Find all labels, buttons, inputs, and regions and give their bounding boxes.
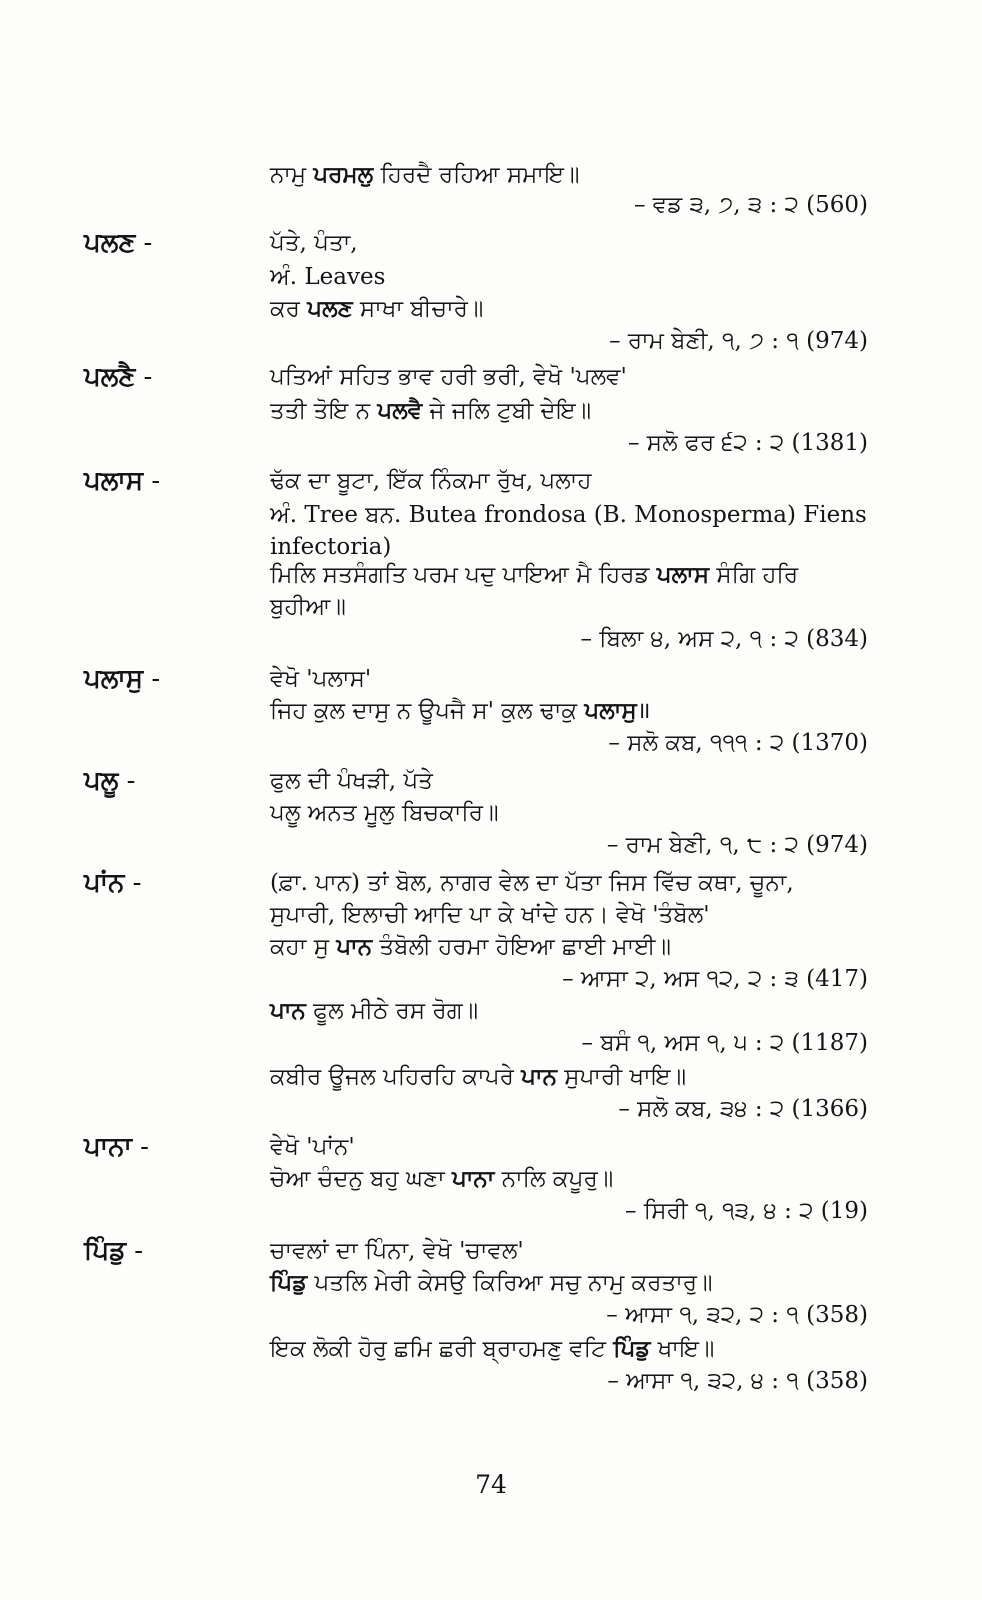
headword: ਪਲਾਸੁ -: [84, 664, 161, 694]
headword: ਪਲੂ -: [84, 766, 136, 796]
reference: – ਰਾਮ ਬੇਣੀ, ੧, ੮ : ੨ (974): [606, 832, 868, 858]
quote-line: ਇਕ ਲੋਕੀ ਹੋਰੁ ਛਮਿ ਛਰੀ ਬ੍ਰਾਹਮਣੁ ਵਟਿ ਪਿੰਡੁ ਖਾਇ॥: [270, 1335, 715, 1362]
headword: ਪਾਂਨ -: [84, 868, 142, 898]
reference: – ਸਲੋ ਫਰ ੬੨ : ੨ (1381): [627, 430, 868, 456]
quote-line: ਪਲੂ ਅਨਤ ਮੂਲੁ ਬਿਚਕਾਰਿ॥: [270, 800, 499, 826]
quote-line: ਪਾਨ ਫੂਲ ਮੀਠੇ ਰਸ ਰੋਗ॥: [270, 997, 479, 1024]
english-gloss: ਅੰ. Tree ਬਨ. Butea frondosa (B. Monosperma) Fiens: [270, 502, 867, 528]
quote-line: ਮਿਲਿ ਸਤਸੰਗਤਿ ਪਰਮ ਪਦੁ ਪਾਇਆ ਮੈ ਹਿਰਡ ਪਲਾਸ ਸੰਗਿ ਹਰਿ: [270, 561, 799, 588]
headword: ਪਲਾਸ -: [84, 466, 161, 496]
english-gloss: ਅੰ. Leaves: [270, 264, 386, 290]
reference: – ਸਿਰੀ ੧, ੧੩, ੪ : ੨ (19): [624, 1198, 868, 1224]
definition: ਪੱਤੇ, ਪੰਤਾ,: [270, 230, 358, 256]
reference: – ਰਾਮ ਬੇਣੀ, ੧, ੭ : ੧ (974): [609, 328, 868, 354]
quote-line: ਕਰ ਪਲਣ ਸਾਖਾ ਬੀਚਾਰੇ॥: [270, 295, 484, 322]
quote-line: ਤਤੀ ਤੋਇ ਨ ਪਲਵੈ ਜੇ ਜਲਿ ਟੁਬੀ ਦੇਇ॥: [270, 397, 592, 424]
reference: – ਬਸੰ ੧, ਅਸ ੧, ੫ : ੨ (1187): [581, 1030, 868, 1056]
definition: ਪਤਿਆਂ ਸਹਿਤ ਭਾਵ ਹਰੀ ਭਰੀ, ਵੇਖੋ 'ਪਲਵ': [270, 364, 627, 390]
quote-line: ਬੁਹੀਆ॥: [270, 594, 346, 620]
definition: ਸੁਪਾਰੀ, ਇਲਾਚੀ ਆਦਿ ਪਾ ਕੇ ਖਾਂਦੇ ਹਨ। ਵੇਖੋ 'ਤੰਬੋਲ': [270, 902, 710, 928]
reference: – ਆਸਾ ੧, ੩੨, ੨ : ੧ (358): [606, 1302, 868, 1328]
english-gloss: infectoria): [270, 534, 392, 560]
quote-line: ਕਬੀਰ ਊਜਲ ਪਹਿਰਹਿ ਕਾਪਰੇ ਪਾਨ ਸੁਪਾਰੀ ਖਾਇ॥: [270, 1063, 687, 1090]
headword: ਪਾਨਾ -: [84, 1132, 149, 1162]
page-number: 74: [475, 1470, 507, 1499]
reference: – ਆਸਾ ੨, ਅਸ ੧੨, ੨ : ੩ (417): [562, 966, 868, 992]
definition: ਵੇਖੋ 'ਪਲਾਸ': [270, 666, 372, 692]
headword: ਪਲਣੈ -: [84, 362, 153, 392]
definition: ਵੇਖੋ 'ਪਾਂਨ': [270, 1134, 355, 1160]
quote-line: ਚੋਆ ਚੰਦਨੁ ਬਹੁ ਘਣਾ ਪਾਨਾ ਨਾਲਿ ਕਪੂਰੁ॥: [270, 1165, 614, 1192]
reference: – ਬਿਲਾ ੪, ਅਸ ੨, ੧ : ੨ (834): [580, 626, 868, 652]
definition: ਫੁਲ ਦੀ ਪੰਖੜੀ, ਪੱਤੇ: [270, 768, 433, 794]
headword: ਪਿੰਡੁ -: [84, 1236, 144, 1266]
definition: ਢੱਕ ਦਾ ਬੂਟਾ, ਇੱਕ ਨਿੰਕਮਾ ਰੁੱਖ, ਪਲਾਹ: [270, 468, 592, 494]
reference: – ਸਲੋ ਕਬ, ੧੧੧ : ੨ (1370): [608, 730, 868, 756]
quote-line: ਪਿੰਡੁ ਪਤਲਿ ਮੇਰੀ ਕੇਸਉ ਕਿਰਿਆ ਸਚੁ ਨਾਮੁ ਕਰਤਾਰੁ॥: [270, 1269, 713, 1296]
reference: – ਆਸਾ ੧, ੩੨, ੪ : ੧ (358): [607, 1368, 868, 1394]
headword: ਪਲਣ -: [84, 228, 153, 258]
definition: (ਫ਼ਾ. ਪਾਨ) ਤਾਂ ਬੋਲ, ਨਾਗਰ ਵੇਲ ਦਾ ਪੱਤਾ ਜਿਸ ਵਿੱਚ ਕਥਾ, ਚੂਨਾ,: [270, 870, 794, 896]
quote-line: ਜਿਹ ਕੁਲ ਦਾਸੁ ਨ ਊਪਜੈ ਸ' ਕੁਲ ਢਾਕੁ ਪਲਾਸੁ॥: [270, 697, 651, 724]
definition: ਚਾਵਲਾਂ ਦਾ ਪਿੰਨਾ, ਵੇਖੋ 'ਚਾਵਲ': [270, 1238, 524, 1264]
reference: – ਸਲੋ ਕਬ, ੩੪ : ੨ (1366): [618, 1096, 868, 1122]
reference: – ਵਡ ੩, ੭, ੩ : ੨ (560): [634, 192, 868, 218]
quote-line: ਕਹਾ ਸੁ ਪਾਨ ਤੰਬੋਲੀ ਹਰਮਾ ਹੋਇਆ ਛਾਈ ਮਾਈ॥: [270, 933, 672, 960]
quote-line: ਨਾਮੁ ਪਰਮਲੁ ਹਿਰਦੈ ਰਹਿਆ ਸਮਾਇ॥: [270, 161, 580, 188]
